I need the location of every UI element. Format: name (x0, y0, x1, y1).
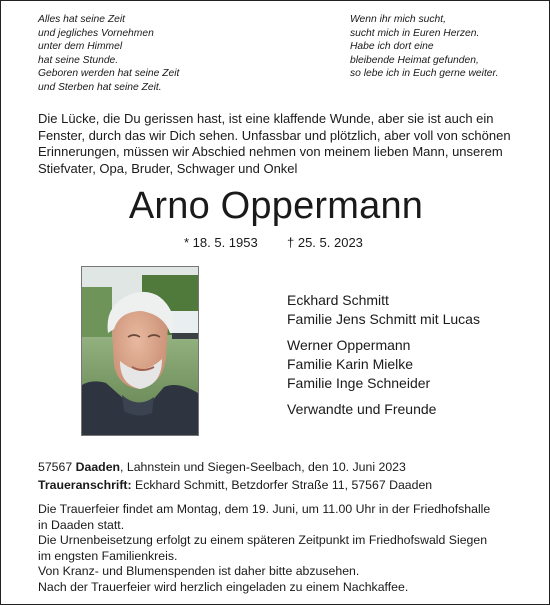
mourner-name: Eckhard Schmitt (287, 292, 389, 308)
poem-line: Wenn ihr mich sucht, (350, 14, 446, 25)
ceremony-notes (38, 502, 490, 596)
address-label: Traueranschrift: (38, 478, 132, 492)
mourner-name: Werner Oppermann (287, 337, 411, 353)
poem-line: sucht mich in Euren Herzen. (350, 27, 480, 39)
poem-line: Geboren werden hat seine Zeit (38, 68, 180, 80)
mourner-group (287, 336, 480, 393)
place-date-line (38, 460, 406, 474)
poem-right (350, 13, 498, 81)
mourner-name: Familie Jens Schmitt mit Lucas (287, 311, 480, 327)
mourner-group (287, 291, 480, 329)
portrait-image (82, 267, 198, 435)
mourner-group (287, 400, 480, 419)
poem-line: hat seine Stunde. (38, 54, 119, 66)
poem-line: unter dem Himmel (38, 41, 123, 53)
notes-line: Von Kranz- und Blumenspenden ist daher bitte abzusehen. (38, 564, 360, 579)
poem-line: bleibende Heimat gefunden, (350, 54, 479, 66)
poem-line: so lebe ich in Euch gerne weiter. (350, 68, 499, 80)
mourners-list (287, 291, 480, 426)
intro-line: Fenster, durch das wir Dich sehen. Unfassbar und plötzlich, aber voll von schönen (38, 127, 511, 143)
poem-line: und jegliches Vornehmen (38, 27, 154, 39)
notes-line: Die Urnenbeisetzung erfolgt zu einem späteren Zeitpunkt im Friedhofswald Siegen (38, 533, 488, 548)
poem-line: Alles hat seine Zeit (38, 14, 125, 25)
mourning-address (38, 478, 432, 492)
intro-text (38, 111, 518, 177)
birth-date: * 18. 5. 1953 (184, 235, 258, 250)
place-zip: 57567 (38, 460, 73, 474)
deceased-name: Arno Oppermann (128, 185, 424, 227)
mourner-name: Familie Inge Schneider (287, 375, 431, 391)
intro-line: Stiefvater, Opa, Bruder, Schwager und Onkel (38, 160, 298, 176)
notes-line: Nach der Trauerfeier wird herzlich eingeladen zu einem Nachkaffee. (38, 579, 409, 594)
notes-line: im engsten Familienkreis. (38, 548, 178, 563)
portrait-photo (81, 266, 199, 436)
poem-line: Habe ich dort eine (350, 41, 434, 53)
notes-line: in Daaden statt. (38, 517, 125, 532)
place-city: Daaden (75, 460, 121, 474)
intro-line: Erinnerungen, müssen wir Abschied nehmen von meinem lieben Mann, unserem (38, 144, 503, 160)
mourner-name: Familie Karin Mielke (287, 356, 414, 372)
notes-line: Die Trauerfeier findet am Montag, dem 19. Juni, um 11.00 Uhr in der Friedhofshalle (38, 502, 491, 516)
poem-left (38, 13, 179, 95)
intro-line: Die Lücke, die Du gerissen hast, ist eine klaffende Wunde, aber sie ist auch ein (38, 111, 494, 126)
place-rest: , Lahnstein und Siegen-Seelbach, den 10. Juni 2023 (120, 460, 406, 474)
poem-line: und Sterben hat seine Zeit. (38, 81, 162, 93)
mourner-name: Verwandte und Freunde (287, 401, 437, 417)
address-value: Eckhard Schmitt, Betzdorfer Straße 11, 57567 Daaden (131, 478, 433, 492)
death-date: † 25. 5. 2023 (287, 235, 363, 250)
